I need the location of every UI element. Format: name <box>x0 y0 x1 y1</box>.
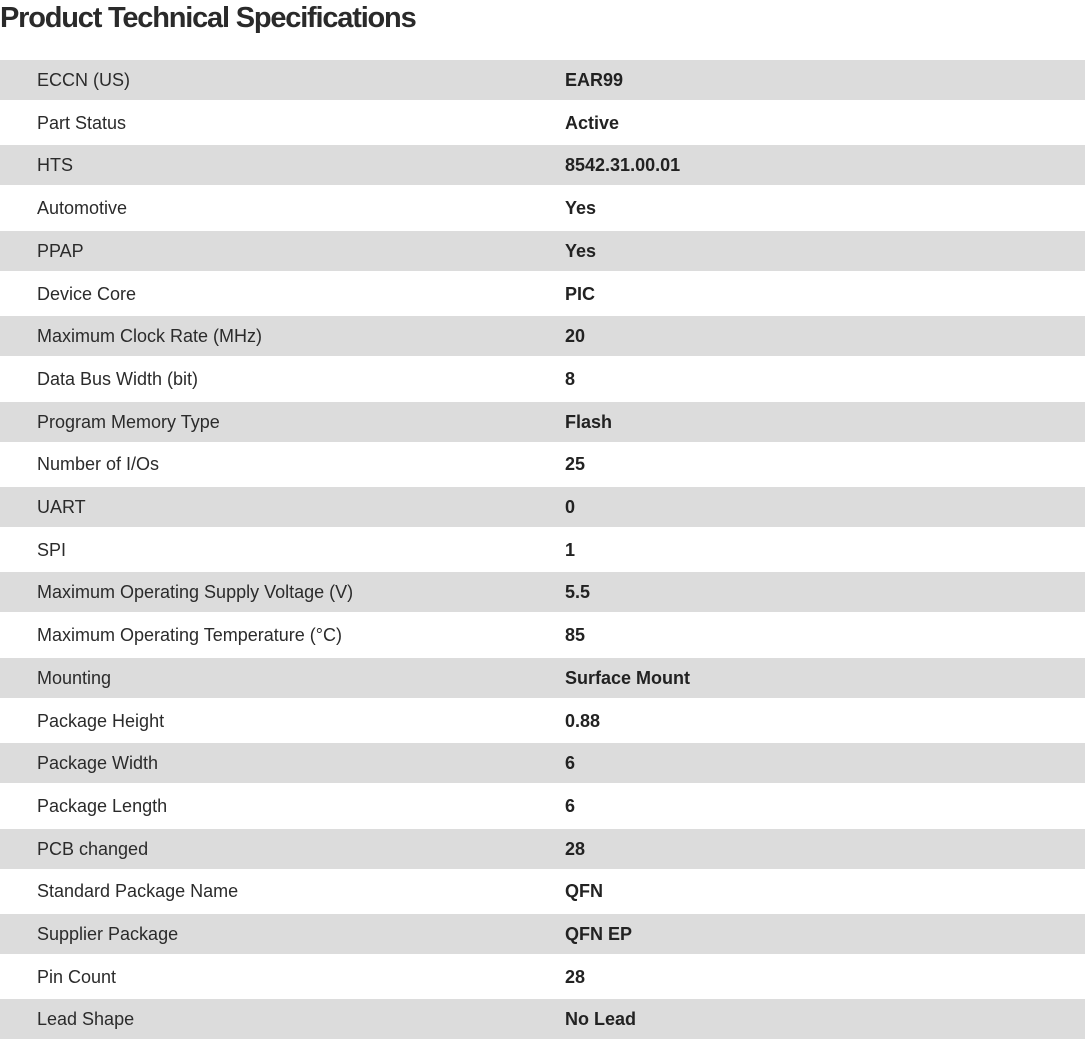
spec-label: HTS <box>37 155 73 175</box>
spec-row <box>0 60 1085 100</box>
spec-row <box>0 914 1085 954</box>
spec-value: EAR99 <box>565 70 624 90</box>
spec-row <box>0 786 1085 826</box>
spec-label: Program Memory Type <box>37 412 220 432</box>
page-title: Product Technical Specifications <box>0 2 416 34</box>
spec-row <box>0 316 1085 356</box>
spec-row <box>0 231 1085 271</box>
spec-label: Package Height <box>37 711 165 731</box>
spec-value: 8 <box>565 369 576 389</box>
spec-row <box>0 103 1085 143</box>
spec-value: Yes <box>565 198 597 218</box>
spec-row <box>0 487 1085 527</box>
spec-value: 0.88 <box>565 711 601 731</box>
spec-value: 25 <box>565 454 586 474</box>
spec-value: 85 <box>565 625 586 645</box>
spec-value: Yes <box>565 241 597 261</box>
spec-label: PCB changed <box>37 839 149 859</box>
spec-row <box>0 871 1085 911</box>
spec-row <box>0 999 1085 1039</box>
spec-value: 5.5 <box>565 582 591 602</box>
spec-label: Part Status <box>37 113 127 133</box>
spec-value: 6 <box>565 753 576 773</box>
spec-label: Lead Shape <box>37 1009 135 1029</box>
spec-row <box>0 444 1085 484</box>
spec-row <box>0 743 1085 783</box>
spec-row <box>0 701 1085 741</box>
spec-label: Automotive <box>37 198 128 218</box>
spec-row <box>0 658 1085 698</box>
spec-label: Maximum Operating Temperature (°C) <box>37 625 342 645</box>
spec-label: PPAP <box>37 241 84 261</box>
spec-value: No Lead <box>565 1009 637 1029</box>
spec-value: QFN <box>565 881 603 901</box>
spec-row <box>0 957 1085 997</box>
spec-value: 28 <box>565 967 586 987</box>
spec-row <box>0 359 1085 399</box>
spec-value: 0 <box>565 497 576 517</box>
spec-value: 20 <box>565 326 586 346</box>
spec-label: Package Length <box>37 796 168 816</box>
spec-value: Flash <box>565 412 613 432</box>
spec-label: Standard Package Name <box>37 881 239 901</box>
spec-row <box>0 274 1085 314</box>
spec-value: 1 <box>565 540 576 560</box>
spec-label: Maximum Clock Rate (MHz) <box>37 326 263 346</box>
spec-value: Surface Mount <box>565 668 691 688</box>
spec-value: 6 <box>565 796 576 816</box>
spec-value: QFN EP <box>565 924 633 944</box>
spec-value: 8542.31.00.01 <box>565 155 681 175</box>
spec-label: Package Width <box>37 753 159 773</box>
spec-row <box>0 402 1085 442</box>
spec-row <box>0 615 1085 655</box>
spec-value: 28 <box>565 839 586 859</box>
spec-row <box>0 145 1085 185</box>
spec-label: UART <box>37 497 86 517</box>
spec-label: Maximum Operating Supply Voltage (V) <box>37 582 354 602</box>
spec-label: Supplier Package <box>37 924 179 944</box>
spec-label: SPI <box>37 540 67 560</box>
spec-value: Active <box>565 113 620 133</box>
spec-value: PIC <box>565 284 596 304</box>
spec-label: Number of I/Os <box>37 454 160 474</box>
spec-row <box>0 188 1085 228</box>
spec-row <box>0 530 1085 570</box>
spec-label: Mounting <box>37 668 112 688</box>
spec-row <box>0 572 1085 612</box>
spec-label: Data Bus Width (bit) <box>37 369 199 389</box>
spec-label: ECCN (US) <box>37 70 130 90</box>
spec-label: Pin Count <box>37 967 117 987</box>
spec-label: Device Core <box>37 284 137 304</box>
spec-row <box>0 829 1085 869</box>
